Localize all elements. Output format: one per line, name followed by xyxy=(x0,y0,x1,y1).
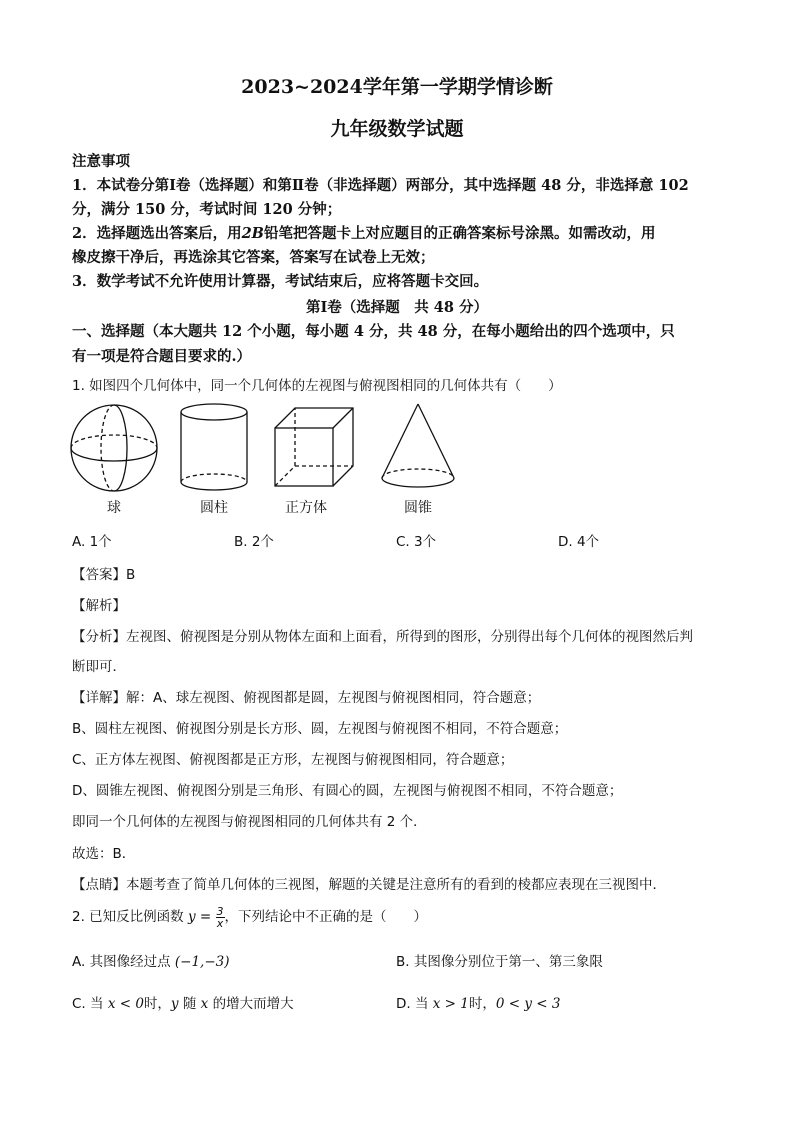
q2-option-c-math-2: y xyxy=(170,996,179,1012)
q2-option-c-text-b: 时， xyxy=(143,996,171,1012)
q2-option-a-point: (−1,−3) xyxy=(174,954,230,970)
q1-analysis-line-2: 断即可． xyxy=(72,659,126,675)
note-item-2-text-a: 2．选择题选出答案后，用 xyxy=(72,225,242,242)
q2-option-a-text: A. 其图像经过点 xyxy=(72,954,171,970)
q1-answer: 【答案】B xyxy=(72,567,136,583)
q2-function-lhs: y = xyxy=(187,909,212,925)
q1-choose: 故选：B． xyxy=(72,846,136,862)
section-instruction-line-1: 一、选择题（本大题共 12 个小题，每小题 4 分，共 48 分，在每小题给出的四个选项中，只 xyxy=(72,323,675,340)
q1-comment: 【点睛】本题考查了简单几何体的三视图，解题的关键是注意所有的看到的棱都应表现在三视图中． xyxy=(72,877,666,893)
note-item-2-line-1 xyxy=(72,222,732,243)
note-item-1-line-2: 分，满分 150 分，考试时间 120 分钟； xyxy=(72,201,342,218)
q2-option-d xyxy=(396,992,560,1012)
q2-option-d-text-b: 时， xyxy=(468,996,496,1012)
q1-stem: 1. 如图四个几何体中，同一个几何体的左视图与俯视图相同的几何体共有（ ） xyxy=(72,378,562,394)
q2-option-c-text-a: C. 当 xyxy=(72,996,104,1012)
figure-label-cube: 正方体 xyxy=(285,500,327,516)
q1-detail-3: C、正方体左视图、俯视图都是正方形，左视图与俯视图相同，符合题意； xyxy=(72,752,514,768)
section-instruction-line-2: 有一项是符合题目要求的.） xyxy=(72,348,252,365)
q2-option-c-text-d: 的增大而增大 xyxy=(212,996,294,1012)
q2-option-c-math-3: x xyxy=(200,996,209,1012)
q2-option-c xyxy=(72,992,294,1012)
cube-figure xyxy=(275,408,353,486)
note-item-2-pencil-var: 2B xyxy=(241,225,264,242)
q1-detail-5: 即同一个几何体的左视图与俯视图相同的几何体共有 2 个． xyxy=(72,814,427,830)
q2-stem xyxy=(72,904,732,930)
exam-subtitle: 九年级数学试题 xyxy=(330,118,464,140)
q2-function-numerator: 3 xyxy=(216,904,224,918)
q2-function-fraction xyxy=(216,906,225,929)
figure-label-cone: 圆锥 xyxy=(404,500,432,516)
note-item-2-text-b: 铅笔把答题卡上对应题目的正确答案标号涂黑。如需改动，用 xyxy=(263,225,656,242)
note-item-2-line-2: 橡皮擦干净后，再选涂其它答案，答案写在试卷上无效； xyxy=(72,249,435,266)
q2-stem-text-b: ，下列结论中不正确的是（ ） xyxy=(224,909,427,925)
figure-label-cylinder: 圆柱 xyxy=(200,500,228,516)
q1-figures xyxy=(64,402,484,494)
q2-function-denominator: x xyxy=(216,916,224,930)
q2-option-d-text-a: D. 当 xyxy=(396,996,429,1012)
notes-heading: 注意事项 xyxy=(72,153,130,170)
q2-option-b: B. 其图像分别位于第一、第三象限 xyxy=(396,954,603,970)
note-item-3: 3．数学考试不允许使用计算器，考试结束后，应将答题卡交回。 xyxy=(72,273,489,290)
figure-label-sphere: 球 xyxy=(107,500,121,516)
sphere-figure xyxy=(71,405,157,491)
q2-option-a xyxy=(72,950,230,970)
note-item-1-line-1: 1．本试卷分第Ⅰ卷（选择题）和第Ⅱ卷（非选择题）两部分，其中选择题 48 分，非选择意 102 xyxy=(72,177,689,194)
q2-option-d-math-1: x > 1 xyxy=(432,996,469,1012)
q2-option-c-text-c: 随 xyxy=(182,996,197,1012)
q1-option-d: D. 4个 xyxy=(558,534,600,550)
q1-option-b: B. 2个 xyxy=(234,534,274,550)
q1-analysis-label: 【解析】 xyxy=(72,598,126,614)
q1-option-c: C. 3个 xyxy=(396,534,437,550)
q2-option-c-math-1: x < 0 xyxy=(107,996,144,1012)
q1-detail-2: B、圆柱左视图、俯视图分别是长方形、圆，左视图与俯视图不相同，不符合题意； xyxy=(72,721,568,737)
exam-title: 2023~2024学年第一学期学情诊断 xyxy=(241,76,553,98)
section-title: 第Ⅰ卷（选择题 共 48 分） xyxy=(305,299,489,316)
q2-stem-text-a: 2. 已知反比例函数 xyxy=(72,909,184,925)
cylinder-figure xyxy=(181,404,247,490)
q1-detail-1: 【详解】解：A、球左视图、俯视图都是圆，左视图与俯视图相同，符合题意； xyxy=(72,690,541,706)
q1-analysis-line-1: 【分析】左视图、俯视图是分别从物体左面和上面看，所得到的图形，分别得出每个几何体的视图然后判 xyxy=(72,629,693,645)
q1-option-a: A. 1个 xyxy=(72,534,112,550)
cone-figure xyxy=(382,404,454,487)
q1-detail-4: D、圆锥左视图、俯视图分别是三角形、有圆心的圆，左视图与俯视图不相同，不符合题意； xyxy=(72,783,623,799)
q2-option-d-math-2: 0 < y < 3 xyxy=(495,996,561,1012)
